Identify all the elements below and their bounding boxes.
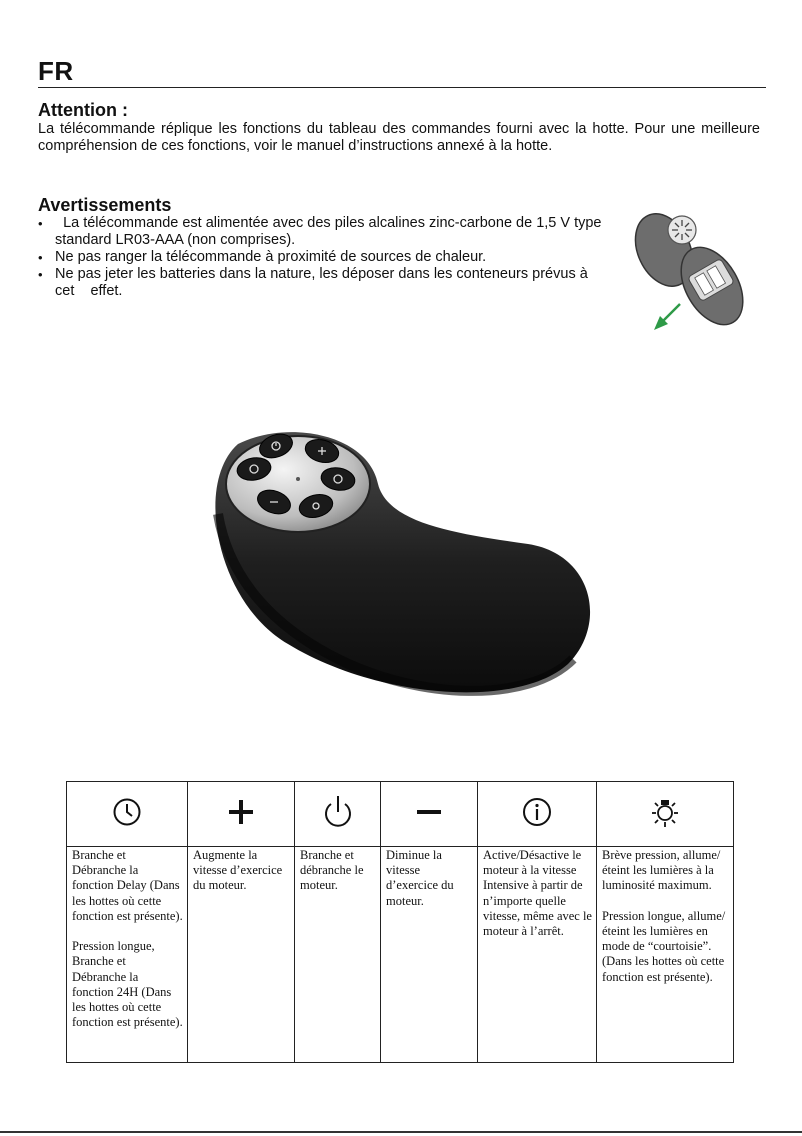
icon-cell [295, 782, 381, 847]
plus-icon [226, 797, 256, 827]
icon-cell [67, 782, 188, 847]
icon-row [67, 782, 734, 847]
description-cell [478, 847, 597, 1063]
function-description: Branche et débranche le moteur. [300, 848, 364, 893]
functions-table [66, 781, 734, 1063]
description-cell [381, 847, 478, 1063]
description-cell [188, 847, 295, 1063]
warning-item: • Ne pas jeter les batteries dans la nature, les déposer dans les conteneurs prévus à cet effet. [38, 266, 608, 300]
icon-cell [381, 782, 478, 847]
icon-cell [478, 782, 597, 847]
attention-heading: Attention : [38, 100, 128, 120]
info-icon [521, 796, 553, 828]
description-row [67, 847, 734, 1063]
header-divider [38, 87, 766, 88]
function-description: Augmente la vitesse d’exercice du moteur. [193, 848, 283, 893]
minus-icon [414, 804, 444, 820]
battery-insertion-illustration [632, 208, 750, 334]
language-code: FR [38, 56, 74, 86]
icon-cell [188, 782, 295, 847]
light-icon [647, 794, 683, 830]
warning-item: • Ne pas ranger la télécommande à proximité de sources de chaleur. [38, 249, 608, 266]
icon-cell [597, 782, 734, 847]
remote-control-image [198, 424, 598, 706]
description-cell [67, 847, 188, 1063]
function-description: Diminue la vitesse d’exercice du moteur. [386, 848, 454, 908]
warning-item: • La télécommande est alimentée avec des piles alcalines zinc-carbone de 1,5 V type standard LR03-AAA (non comprises). [38, 215, 608, 249]
warnings-heading: Avertissements [38, 195, 172, 215]
attention-text: La télécommande réplique les fonctions du tableau des commandes fourni avec la hotte. Pour une meilleure compréhension de ces fonctions, voir le manuel d’instructions annexé à la hotte. [38, 121, 760, 154]
description-cell [597, 847, 734, 1063]
description-cell [295, 847, 381, 1063]
function-description: Active/Désactive le moteur à la vitesse Intensive à partir de n’importe quelle vitesse, même avec le moteur à l’arrêt. [483, 848, 592, 939]
power-icon [322, 794, 354, 830]
footer-divider [0, 1131, 802, 1133]
clock-icon [112, 797, 142, 827]
warnings-list [38, 215, 608, 300]
function-description: Brève pression, allume/éteint les lumières à la luminosité maximum. Pression longue, allume/éteint les lumières en mode de “courtoisie”. (Dans les hottes où cette fonction est présente). [602, 848, 726, 984]
function-description: Branche et Débranche la fonction Delay (Dans les hottes où cette fonction est présente). Pression longue, Branche et Débranche la fonction 24H (Dans les hottes où cette fonction est présente). [72, 848, 183, 1030]
